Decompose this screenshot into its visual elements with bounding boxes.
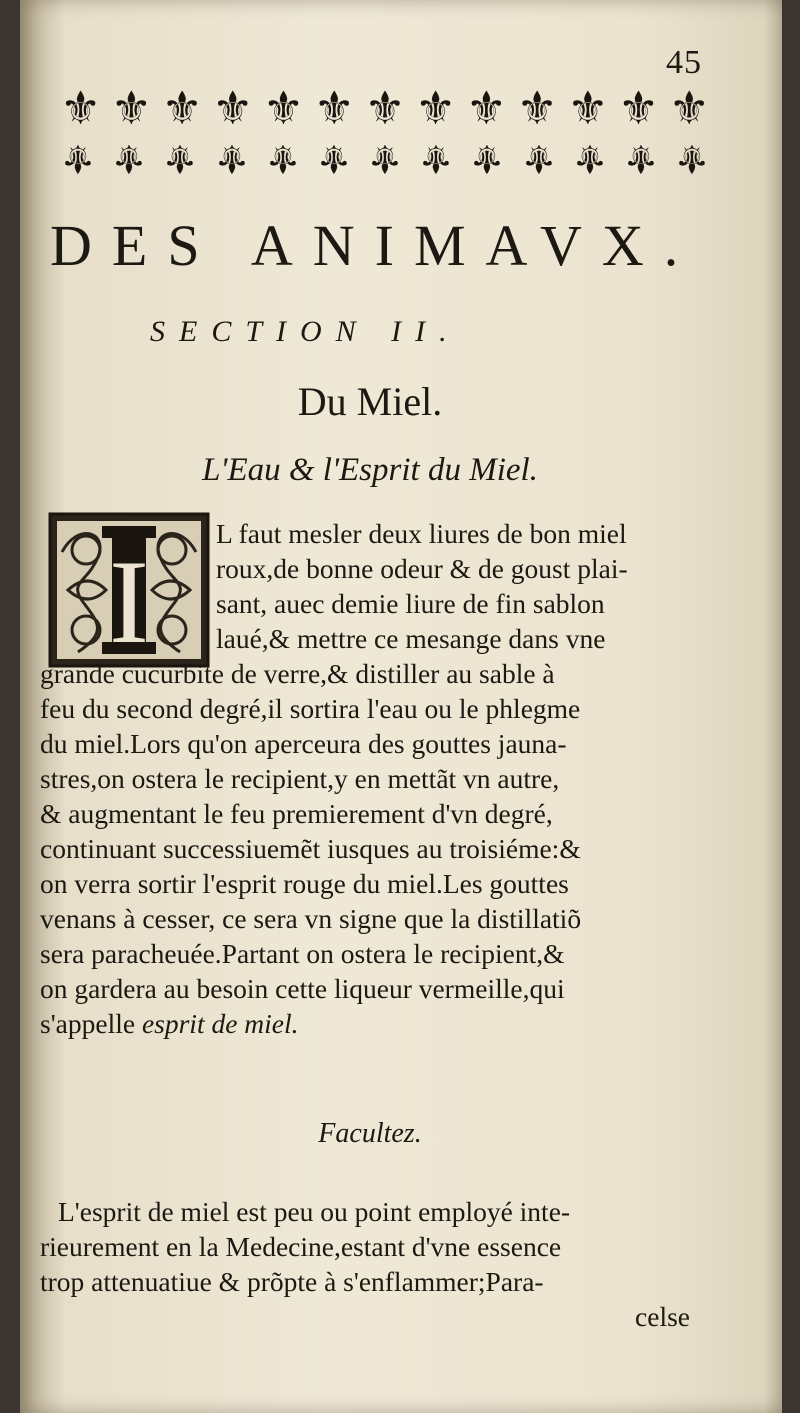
- running-head: DES ANIMAVX.: [50, 213, 699, 278]
- text-line: stres,on ostera le recipient,y en mettãt vn autre,: [40, 763, 560, 794]
- chapter-title: Du Miel.: [297, 379, 443, 424]
- fleur-de-lis-icon: ⚜: [571, 135, 608, 181]
- paragraph-main: [40, 516, 720, 1041]
- book-page: [20, 0, 782, 1413]
- facultez-heading: Facultez.: [318, 1118, 422, 1149]
- text-line: venans à cesser, ce sera vn signe que la distillatiõ: [40, 903, 582, 934]
- ornament-band-bottom: [60, 132, 710, 184]
- fleur-de-lis-icon: ⚜: [264, 135, 301, 181]
- fleur-de-lis-icon: ⚜: [567, 82, 609, 134]
- fleur-de-lis-icon: ⚜: [161, 82, 203, 134]
- ornament-band-top: [60, 82, 710, 134]
- text-line-last: [40, 1006, 720, 1041]
- page-edge: [764, 0, 782, 1413]
- fleur-de-lis-icon: ⚜: [213, 135, 250, 181]
- paragraph-facultez: [40, 1194, 720, 1334]
- catchword: celse: [635, 1301, 690, 1332]
- fleur-de-lis-icon: ⚜: [622, 135, 659, 181]
- italic-term: esprit de miel.: [141, 1008, 299, 1039]
- fleur-de-lis-icon: ⚜: [110, 82, 152, 134]
- text-line: rieurement en la Medecine,estant d'vne essence: [40, 1231, 562, 1262]
- fleur-de-lis-icon: ⚜: [516, 82, 558, 134]
- text-line: grande cucurbite de verre,& distiller au sable à: [40, 658, 555, 689]
- text-line: sant, auec demie liure de fin sablon: [216, 588, 605, 619]
- fleur-de-lis-icon: ⚜: [418, 135, 455, 181]
- fleur-de-lis-icon: ⚜: [111, 135, 148, 181]
- fleur-de-lis-icon: ⚜: [313, 82, 355, 134]
- fleur-de-lis-icon: ⚜: [315, 135, 352, 181]
- fleur-de-lis-icon: ⚜: [212, 82, 254, 134]
- text-line: on gardera au besoin cette liqueur vermeille,qui: [40, 973, 565, 1004]
- page-number: 45: [666, 44, 702, 81]
- text-line: continuant successiuemẽt iusques au troisiéme:&: [40, 833, 581, 864]
- fleur-de-lis-icon: ⚜: [465, 82, 507, 134]
- text-line: sera paracheuée.Partant on ostera le recipient,&: [40, 938, 565, 969]
- fleur-de-lis-icon: ⚜: [469, 135, 506, 181]
- text-line: & augmentant le feu premierement d'vn degré,: [40, 798, 553, 829]
- text-line: L faut mesler deux liures de bon miel: [216, 518, 627, 549]
- section-heading: SECTION II.: [150, 315, 461, 348]
- fleur-de-lis-icon: ⚜: [367, 135, 403, 181]
- fleur-de-lis-icon: ⚜: [668, 82, 710, 134]
- text-line: on verra sortir l'esprit rouge du miel.Les gouttes: [40, 868, 569, 899]
- fleur-de-lis-icon: ⚜: [674, 135, 710, 181]
- text-line: du miel.Lors qu'on aperceura des gouttes jauna-: [40, 728, 567, 759]
- fleur-de-lis-icon: ⚜: [60, 135, 96, 181]
- text-line: feu du second degré,il sortira l'eau ou le phlegme: [40, 693, 581, 724]
- text-line: L'esprit de miel est peu ou point employé inte-: [58, 1196, 571, 1227]
- fleur-de-lis-icon: ⚜: [60, 82, 102, 134]
- fleur-de-lis-icon: ⚜: [617, 82, 660, 134]
- subtitle: L'Eau & l'Esprit du Miel.: [202, 452, 538, 488]
- text-line: trop attenuatiue & prõpte à s'enflammer;Para-: [40, 1266, 544, 1297]
- fleur-de-lis-icon: ⚜: [364, 82, 406, 134]
- fleur-de-lis-icon: ⚜: [262, 82, 305, 134]
- fleur-de-lis-icon: ⚜: [415, 82, 457, 134]
- text-line-last-prefix: s'appelle: [40, 1008, 142, 1039]
- text-line: laué,& mettre ce mesange dans vne: [216, 623, 606, 654]
- fleur-de-lis-icon: ⚜: [162, 135, 199, 181]
- fleur-de-lis-icon: ⚜: [520, 135, 557, 181]
- initial-letter: I: [109, 535, 149, 668]
- text-line: roux,de bonne odeur & de goust plai-: [216, 553, 628, 584]
